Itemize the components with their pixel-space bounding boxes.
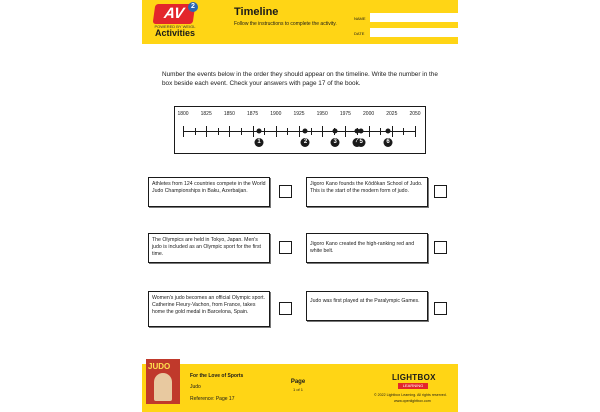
lightbox-logo: LIGHTBOX xyxy=(392,373,436,382)
header xyxy=(142,0,458,44)
copyright-text: © 2022 Lightbox Learning. All rights reserved. xyxy=(374,393,447,397)
timeline-year-label: 1850 xyxy=(223,111,235,117)
series-title: For the Love of Sports xyxy=(190,373,244,379)
timeline-major-tick xyxy=(229,126,230,137)
answer-box-4[interactable] xyxy=(434,241,447,254)
cover-title: JUDO xyxy=(148,362,171,371)
answer-box-1[interactable] xyxy=(279,185,292,198)
timeline-year-label: 1825 xyxy=(200,111,212,117)
timeline-minor-tick xyxy=(311,128,312,135)
timeline-minor-tick xyxy=(403,128,404,135)
timeline-marker-number: 6 xyxy=(384,138,393,147)
timeline-major-tick xyxy=(369,126,370,137)
timeline-year-label: 1925 xyxy=(293,111,305,117)
event-card-3 xyxy=(148,233,270,263)
timeline-major-tick xyxy=(322,126,323,137)
timeline-marker-number: 3 xyxy=(331,138,340,147)
instructions-text: Number the events below in the order they should appear on the timeline. Write the number in the box beside each event. Check your answers with page 17 of the book. xyxy=(162,71,438,88)
timeline-event-dot xyxy=(257,129,262,134)
timeline-minor-tick xyxy=(195,128,196,135)
page-subtitle: Follow the instructions to complete the activity. xyxy=(234,21,337,27)
timeline-year-label: 1950 xyxy=(316,111,328,117)
timeline-major-tick xyxy=(345,126,346,137)
worksheet-page xyxy=(142,0,458,412)
name-label: NAME xyxy=(354,16,366,21)
timeline-major-tick xyxy=(415,126,416,137)
timeline-year-label: 1875 xyxy=(247,111,259,117)
timeline-marker-number: 5 xyxy=(357,138,366,147)
timeline-major-tick xyxy=(206,126,207,137)
timeline-major-tick xyxy=(299,126,300,137)
timeline-year-label: 1975 xyxy=(339,111,351,117)
event-text: Athletes from 124 countries compete in the World Judo Championships in Baku, Azerbaijan. xyxy=(152,181,266,194)
cover-athlete-figure xyxy=(154,373,172,401)
answer-box-6[interactable] xyxy=(434,302,447,315)
timeline-minor-tick xyxy=(218,128,219,135)
timeline-minor-tick xyxy=(264,128,265,135)
book-cover-image xyxy=(146,359,180,404)
website-link[interactable]: www.openlightbox.com xyxy=(394,399,431,403)
page-number: 1 of 1 xyxy=(292,387,303,392)
timeline-event-dot xyxy=(359,129,364,134)
name-field[interactable] xyxy=(370,13,458,22)
logo-superscript: 2 xyxy=(188,2,198,12)
timeline-year-label: 2025 xyxy=(386,111,398,117)
timeline-minor-tick xyxy=(287,128,288,135)
logo-activities-label: Activities xyxy=(154,28,196,38)
footer xyxy=(142,364,458,412)
timeline-major-tick xyxy=(392,126,393,137)
page-label: Page xyxy=(290,379,306,385)
event-text: Women's judo becomes an official Olympic sport. Catherine Fleury-Vachon, from France, takes home the gold medal in Barcelona, Spain. xyxy=(152,295,265,315)
date-label: DATE xyxy=(354,31,365,36)
answer-box-2[interactable] xyxy=(434,185,447,198)
event-text: Judo was first played at the Paralympic Games. xyxy=(310,298,420,304)
timeline-major-tick xyxy=(253,126,254,137)
timeline-year-label: 2000 xyxy=(363,111,375,117)
date-field[interactable] xyxy=(370,28,458,37)
timeline-event-dot xyxy=(303,129,308,134)
timeline-major-tick xyxy=(183,126,184,137)
answer-box-5[interactable] xyxy=(279,302,292,315)
logo-tagline: POWERED BY WEIGL xyxy=(154,24,196,29)
timeline-marker-number: 1 xyxy=(255,138,264,147)
event-text: The Olympics are held in Tokyo, Japan. Men's judo is included as an Olympic sport for the first time. xyxy=(152,237,261,257)
timeline-marker-number: 2 xyxy=(301,138,310,147)
timeline-major-tick xyxy=(276,126,277,137)
event-card-5 xyxy=(148,291,270,327)
page-title: Timeline xyxy=(234,6,279,18)
event-card-1 xyxy=(148,177,270,207)
timeline xyxy=(174,106,426,154)
logo-av-text: AV xyxy=(153,4,196,24)
av2-logo xyxy=(148,4,202,40)
timeline-event-dot xyxy=(386,129,391,134)
event-card-4 xyxy=(306,233,428,263)
timeline-minor-tick xyxy=(241,128,242,135)
timeline-minor-tick xyxy=(380,128,381,135)
timeline-year-label: 1900 xyxy=(270,111,282,117)
lightbox-logo-sub: LEARNING xyxy=(398,383,428,389)
timeline-year-label: 1800 xyxy=(177,111,189,117)
timeline-year-label: 2050 xyxy=(409,111,421,117)
event-text: Jigoro Kano created the high-ranking red and white belt. xyxy=(310,241,415,254)
event-card-6 xyxy=(306,291,428,321)
answer-box-3[interactable] xyxy=(279,241,292,254)
page-reference: Reference: Page 17 xyxy=(190,396,235,402)
event-card-2 xyxy=(306,177,428,207)
book-topic: Judo xyxy=(190,384,201,390)
timeline-event-dot xyxy=(333,129,338,134)
event-text: Jigoro Kano founds the Kōdōkan School of Judo. This is the start of the modern form of judo. xyxy=(310,181,423,194)
